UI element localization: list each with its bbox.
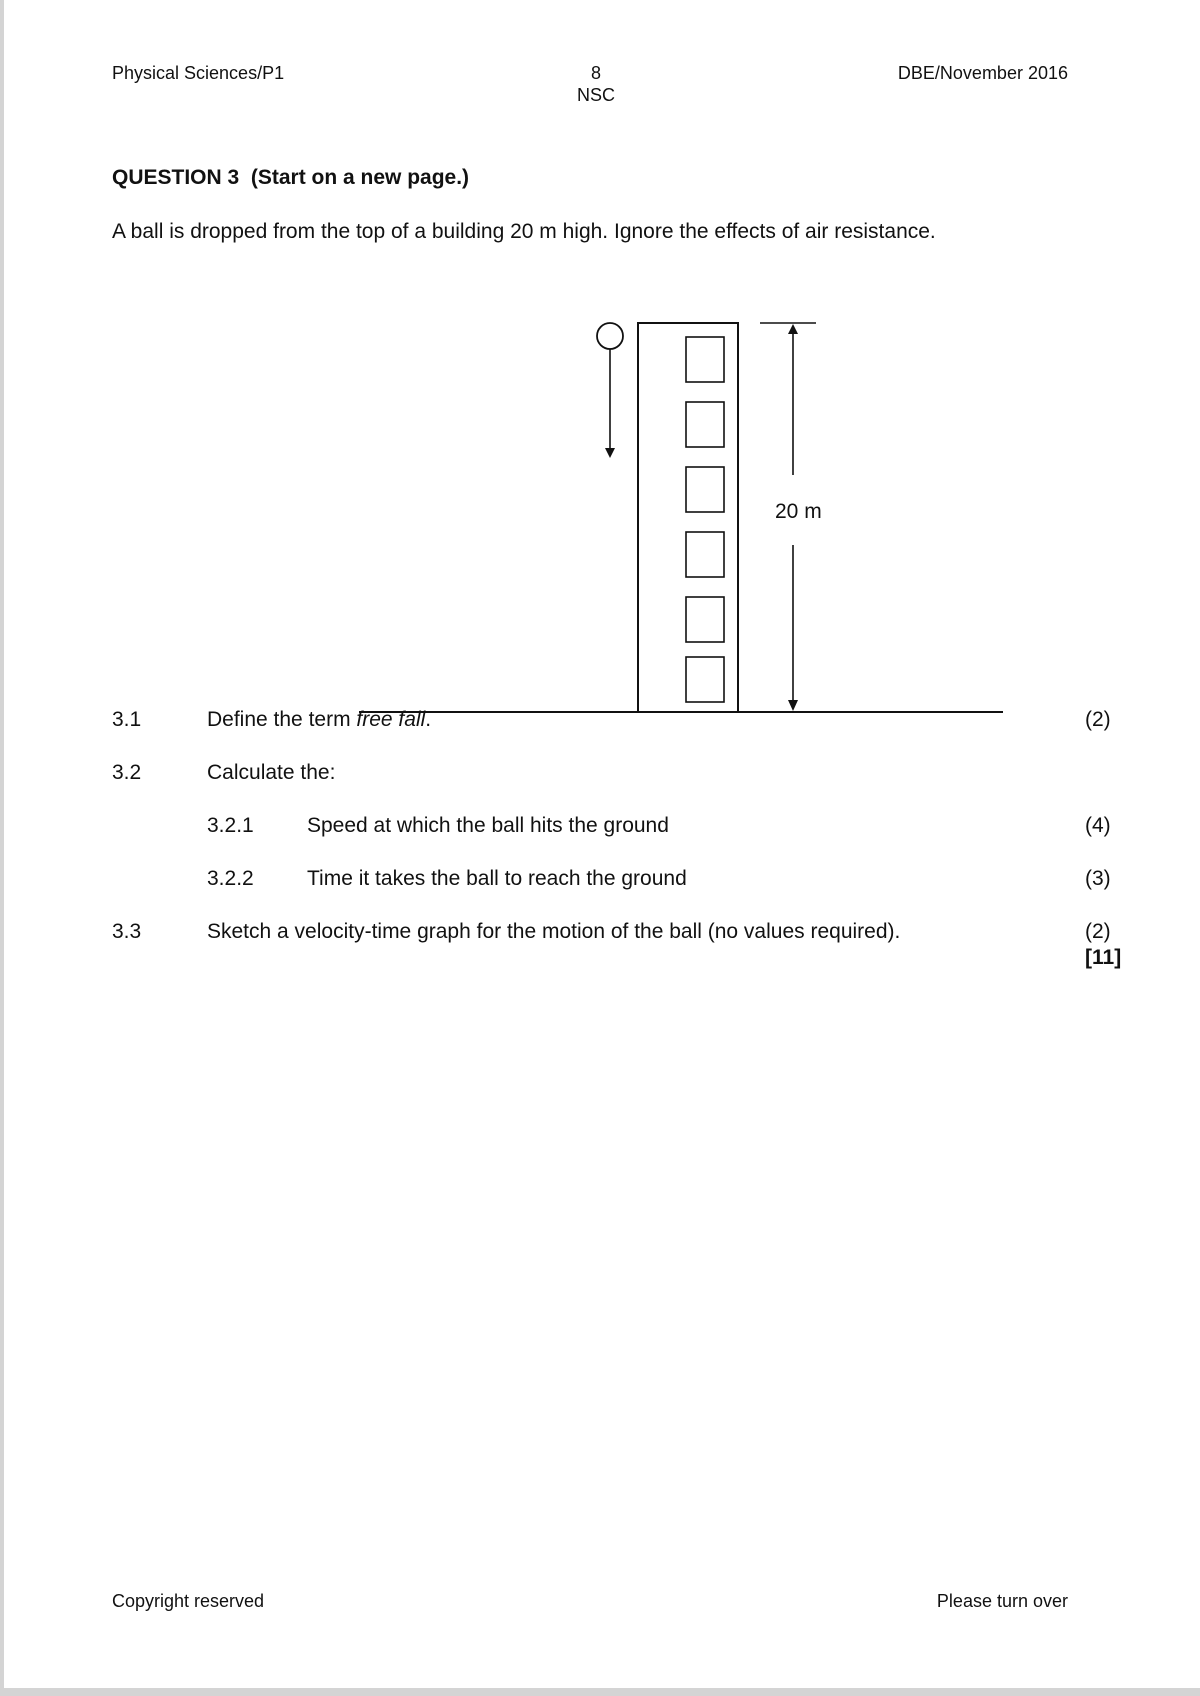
footer-turn-over: Please turn over (936, 1591, 1068, 1611)
building-window (686, 467, 724, 512)
question-intro: A ball is dropped from the top of a building 20 m high. Ignore the effects of air resistance. (112, 220, 936, 243)
building-window (686, 402, 724, 447)
question-total-marks: [11] (1085, 946, 1122, 969)
header-page-number: 8 (590, 63, 601, 83)
subitem-text: Speed at which the ball hits the ground (307, 814, 669, 837)
item-number: 3.3 (112, 920, 142, 943)
building-diagram (340, 310, 1020, 730)
item-text (207, 707, 431, 733)
subitem-number: 3.2.2 (207, 867, 254, 890)
building-window (686, 337, 724, 382)
ball (597, 323, 623, 349)
page-edge-bottom (0, 1688, 1200, 1696)
item-marks: (4) (1085, 814, 1111, 837)
item-text: Sketch a velocity-time graph for the motion of the ball (no values required). (207, 920, 901, 943)
footer-copyright: Copyright reserved (112, 1591, 265, 1611)
item-marks: (3) (1085, 867, 1111, 890)
item-text-italic: free fall (356, 708, 426, 731)
height-arrow-up-head (788, 324, 798, 334)
header-exam-date: DBE/November 2016 (897, 63, 1068, 83)
page-edge-left (0, 0, 4, 1696)
item-marks: (2) (1085, 920, 1111, 943)
item-text-part: . (425, 708, 432, 731)
header-page-block (560, 62, 632, 106)
building-window (686, 597, 724, 642)
building-window (686, 532, 724, 577)
question-title: QUESTION 3 (Start on a new page.) (112, 166, 470, 189)
item-number: 3.1 (112, 708, 142, 731)
height-label: 20 m (775, 500, 822, 523)
header-subject: Physical Sciences/P1 (112, 63, 285, 83)
subitem-text: Time it takes the ball to reach the ground (307, 867, 687, 890)
height-arrow-down-head (788, 700, 798, 711)
subitem-number: 3.2.1 (207, 814, 254, 837)
fall-arrow-head (605, 448, 615, 458)
item-text: Calculate the: (207, 761, 336, 784)
item-number: 3.2 (112, 761, 142, 784)
item-marks: (2) (1085, 708, 1111, 731)
header-series: NSC (576, 85, 615, 105)
building-window (686, 657, 724, 702)
item-text-part: Define the term (207, 708, 357, 731)
